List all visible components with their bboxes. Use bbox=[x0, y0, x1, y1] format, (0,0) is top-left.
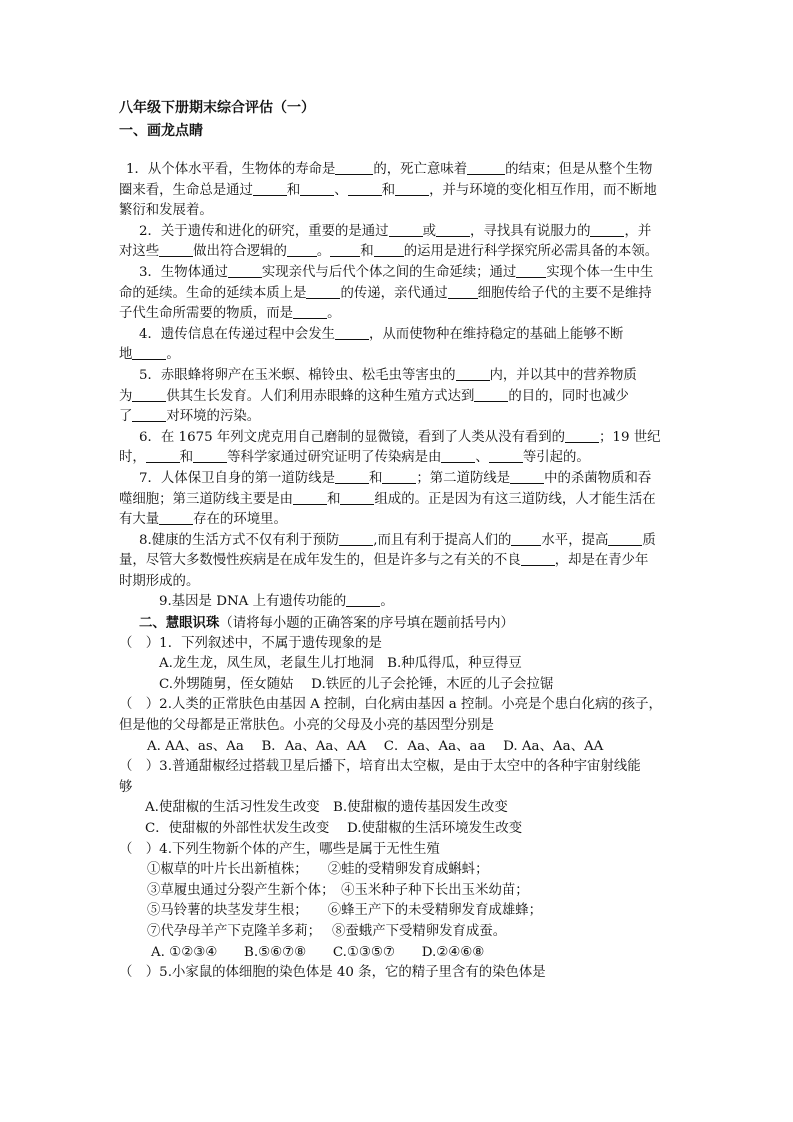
answer-blank[interactable] bbox=[474, 387, 508, 402]
answer-blank[interactable] bbox=[330, 242, 360, 257]
answer-blank[interactable] bbox=[441, 448, 475, 463]
mc-q1-options-1: A.龙生龙，凤生凤，老鼠生儿打地洞 B.种瓜得瓜，种豆得豆 bbox=[159, 656, 522, 672]
q1-line-1: 1．从个体水平看，生物体的寿命是 的，死亡意味着 的结束；但是从整个生物 bbox=[126, 162, 653, 177]
q7-line-1: 7．人体保卫自身的第一道防线是 和 ；第二道防线是 中的杀菌物质和吞 bbox=[139, 470, 652, 486]
q5-line-3: 了 对环境的污染。 bbox=[119, 409, 261, 425]
q8-line-3: 时期形成的。 bbox=[119, 573, 200, 589]
answer-blank[interactable] bbox=[300, 181, 334, 196]
q6-line-2: 时， 和 等科学家通过研究证明了传染病是由 、 等引起的。 bbox=[119, 450, 590, 466]
q4-line-2: 地 。 bbox=[119, 347, 180, 363]
answer-blank[interactable] bbox=[339, 531, 373, 546]
answer-blank[interactable] bbox=[193, 448, 227, 463]
q8-line-1: 8.健康的生活方式不仅有利于预防 ,而且有利于提高人们的 水平，提高 质 bbox=[139, 532, 656, 548]
mc-q5-stem: （ ）5.小家鼠的体细胞的染色体是 40 条，它的精子里含有的染色体是 bbox=[119, 965, 546, 981]
mc-q4-item-3: ⑤马铃薯的块茎发芽生根； ⑥蜂王产下的未受精卵发育成雄蜂； bbox=[147, 903, 543, 919]
section-2-heading bbox=[119, 613, 679, 634]
answer-blank[interactable] bbox=[348, 181, 382, 196]
answer-blank[interactable] bbox=[521, 551, 555, 566]
answer-blank[interactable] bbox=[132, 407, 166, 422]
answer-blank[interactable] bbox=[565, 428, 599, 443]
mc-q3-options-2: C．使甜椒的外部性状发生改变 D.使甜椒的生活环境发生改变 bbox=[145, 821, 523, 836]
answer-blank[interactable] bbox=[159, 510, 193, 525]
answer-blank[interactable] bbox=[306, 284, 340, 299]
document-body bbox=[119, 160, 679, 984]
q3-line-3: 子代生命所需要的物质，而是 。 bbox=[119, 306, 341, 322]
answer-blank[interactable] bbox=[510, 469, 544, 484]
q7-line-2: 噬细胞；第三道防线主要是由 和 组成的。正是因为有这三道防线，人才能生活在 bbox=[119, 491, 656, 507]
q5-line-1: 5．赤眼蜂将卵产在玉米螟、棉铃虫、松毛虫等害虫的 内，并以其中的营养物质 bbox=[139, 367, 637, 383]
mc-q3-line-1: （ ）3.普通甜椒经过搭载卫星后播下，培育出太空椒，是由于太空中的各种宇宙射线能 bbox=[119, 759, 641, 775]
answer-blank[interactable] bbox=[293, 490, 327, 505]
section-2-title: 二、慧眼识珠 bbox=[139, 615, 220, 632]
answer-blank[interactable] bbox=[293, 304, 327, 319]
document-title: 八年级下册期末综合评估（一） bbox=[119, 100, 315, 116]
answer-blank[interactable] bbox=[146, 448, 180, 463]
answer-blank[interactable] bbox=[132, 345, 166, 360]
answer-blank[interactable] bbox=[287, 242, 317, 257]
answer-blank[interactable] bbox=[511, 531, 541, 546]
q9-line: 9.基因是 DNA 上有遗传功能的 。 bbox=[159, 594, 394, 610]
q5-line-2: 为 供其生长发育。人们利用赤眼蜂的这种生殖方式达到 的目的，同时也减少 bbox=[119, 388, 629, 404]
answer-blank[interactable] bbox=[489, 448, 523, 463]
answer-blank[interactable] bbox=[456, 366, 490, 381]
answer-blank[interactable] bbox=[448, 284, 478, 299]
mc-q2-line-1: （ ）2.人类的正常肤色由基因 A 控制，白化病由基因 a 控制。小亮是个患白化病的孩子， bbox=[119, 697, 662, 713]
answer-blank[interactable] bbox=[335, 469, 369, 484]
q3-line-2: 命的延续。生命的延续本质上是 的传递，亲代通过 细胞传给子代的主要不是维持 bbox=[119, 285, 652, 301]
answer-blank[interactable] bbox=[382, 469, 416, 484]
answer-blank[interactable] bbox=[389, 222, 423, 237]
answer-blank[interactable] bbox=[228, 263, 262, 278]
mc-q2-line-2: 但是他的父母都是正常肤色。小亮的父母及小亮的基因型分别是 bbox=[119, 718, 494, 734]
answer-blank[interactable] bbox=[132, 387, 166, 402]
answer-blank[interactable] bbox=[346, 592, 380, 607]
answer-blank[interactable] bbox=[436, 222, 470, 237]
mc-q3-options-1: A.使甜椒的生活习性发生改变 B.使甜椒的遗传基因发生改变 bbox=[145, 800, 508, 816]
q4-line-1: 4．遗传信息在传递过程中会发生 ，从而使物种在维持稳定的基础上能够不断 bbox=[139, 326, 624, 342]
answer-blank[interactable] bbox=[467, 160, 505, 175]
q2-line-2: 对这些 做出符合逻辑的 。 和 的运用是进行科学探究所必需具备的本领。 bbox=[119, 244, 659, 260]
mc-q4-stem: （ ）4.下列生物新个体的产生，哪些是属于无性生殖 bbox=[119, 841, 440, 857]
q3-line-1: 3．生物体通过 实现亲代与后代个体之间的生命延续；通过 实现个体一生中生 bbox=[139, 264, 654, 280]
answer-blank[interactable] bbox=[159, 242, 193, 257]
answer-blank[interactable] bbox=[374, 242, 404, 257]
q6-line-1: 6．在 1675 年列文虎克用自己磨制的显微镜，看到了人类从没有看到的 ；19 世纪 bbox=[139, 429, 661, 445]
answer-blank[interactable] bbox=[335, 160, 373, 175]
mc-q3-line-2: 够 bbox=[119, 779, 133, 795]
mc-q1-stem: （ ）1．下列叙述中，不属于遗传现象的是 bbox=[119, 635, 382, 651]
q7-line-3: 有大量 存在的环境里。 bbox=[119, 512, 287, 528]
mc-q4-options: A. ①②③④ B.⑤⑥⑦⑧ C.①③⑤⑦ D.②④⑥⑧ bbox=[151, 944, 485, 960]
q1-line-3: 繁衍和发展着。 bbox=[119, 203, 213, 219]
mc-q4-item-2: ③草履虫通过分裂产生新个体； ④玉米种子种下长出玉米幼苗； bbox=[147, 882, 529, 898]
section-1-heading: 一、画龙点睛 bbox=[119, 123, 203, 139]
mc-q1-options-2: C.外甥随舅，侄女随姑 D.铁匠的儿子会抡锤，木匠的儿子会拉锯 bbox=[159, 676, 554, 692]
answer-blank[interactable] bbox=[335, 325, 369, 340]
answer-blank[interactable] bbox=[340, 490, 374, 505]
answer-blank[interactable] bbox=[395, 181, 429, 196]
answer-blank[interactable] bbox=[253, 181, 287, 196]
answer-blank[interactable] bbox=[590, 222, 624, 237]
mc-q4-item-1: ①椒草的叶片长出新植株； ②蛙的受精卵发育成蝌蚪； bbox=[147, 862, 489, 878]
answer-blank[interactable] bbox=[516, 263, 546, 278]
q1-line-2: 圈来看，生命总是通过 和 、 和 ，并与环境的变化相互作用，而不断地 bbox=[119, 182, 657, 198]
q8-line-2: 量，尽管大多数慢性疾病是在成年发生的，但是许多与之有关的不良 ，却是在青少年 bbox=[119, 553, 649, 569]
section-2-note: （请将每小题的正确答案的序号填在题前括号内） bbox=[219, 616, 514, 632]
q2-line-1: 2．关于遗传和进化的研究，重要的是通过 或 ，寻找具有说服力的 ，并 bbox=[139, 223, 652, 239]
answer-blank[interactable] bbox=[608, 531, 642, 546]
mc-q4-item-4: ⑦代孕母羊产下克隆羊多莉； ⑧蚕蛾产下受精卵发育成蚕。 bbox=[147, 923, 507, 939]
mc-q2-options: A. AA、as、Aa B．Aa、Aa、AA C．Aa、Aa、aa D. Aa、Aa、AA bbox=[147, 738, 604, 754]
